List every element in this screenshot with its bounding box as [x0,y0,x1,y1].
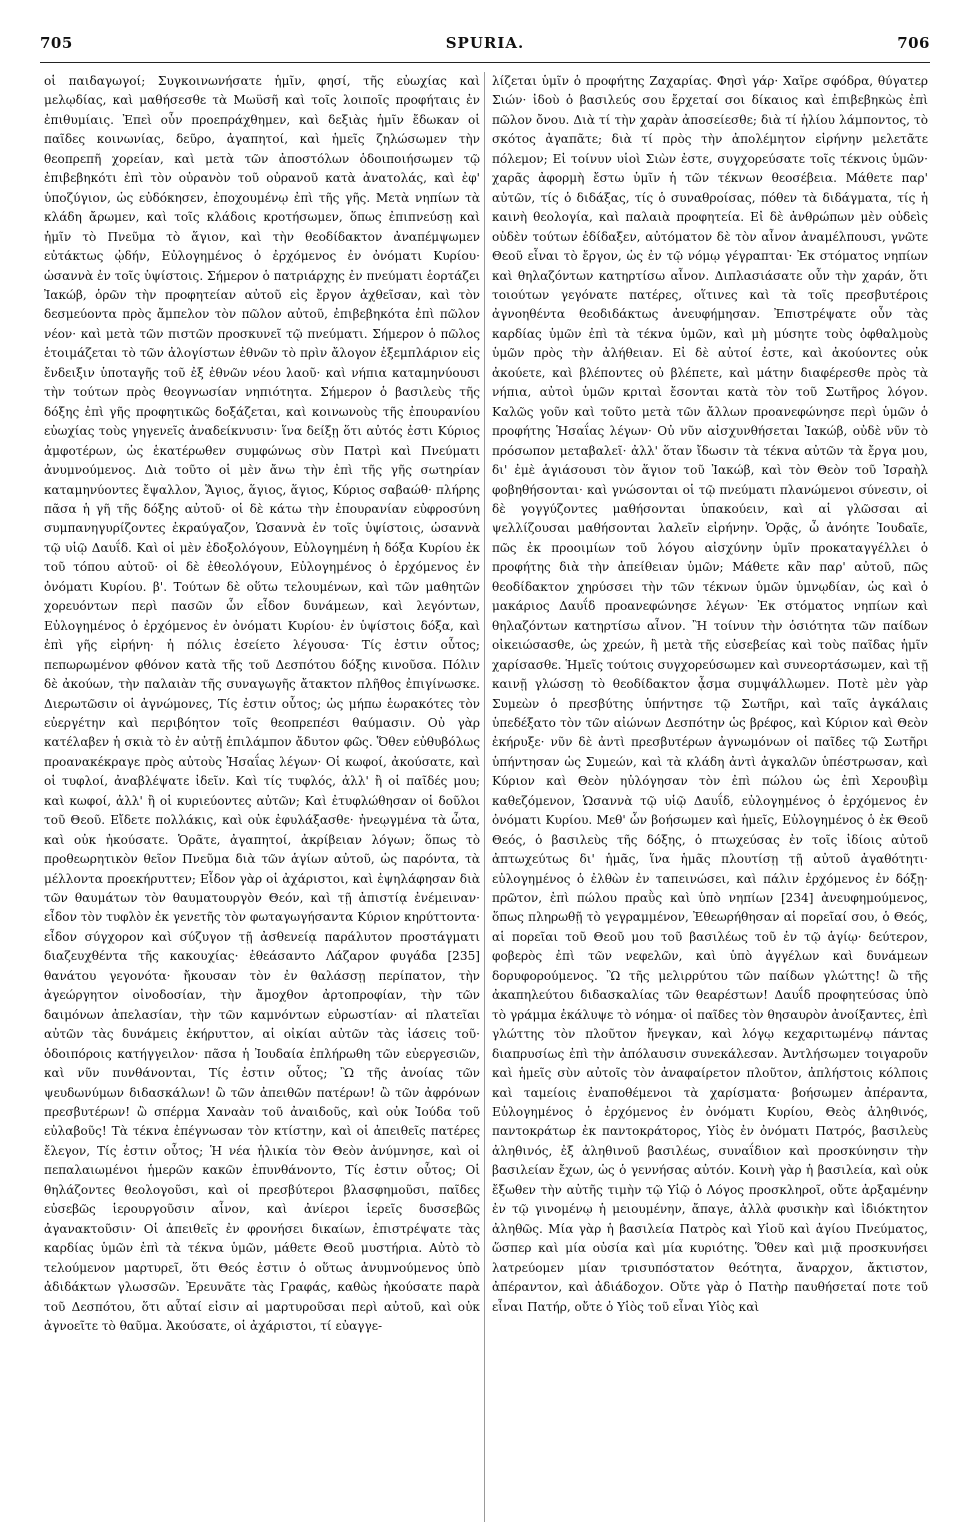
text-column-right [492,72,928,1522]
column-text: οἱ παιδαγωγοί; Συγκοινωνήσατε ἡμῖν, φησί, τῆς εὐωχίας καὶ μελῳδίας, καὶ μαθήσεσθε τὰ Μωϋσῆ καὶ τοῖς λοιποῖς προφήταις ἐν ἐπιθυμίαις. Ἐπεὶ οὖν προεπράχθημεν, καὶ δεξιὰς ἡμῖν ἔδωκαν οἱ παῖδες κοινωνίας, δεῦρο, ἀγαπητοί, καὶ ἡμεῖς ζηλώσωμεν τὴν θεοπρεπῆ χορείαν, καὶ μετὰ τῶν ἀποστόλων ὁδοιποιήσωμεν τῷ ἐπιβεβηκότι ἐπὶ τὸν οὐρανὸν τοῦ οὐρανοῦ κατὰ ἀνατολάς, καὶ ἐφ' ὑποζύγιον, ὡς εὐδόκησεν, ἐποχουμένῳ ἐπὶ τῆς γῆς. Μετὰ νηπίων τὰ κλάδη ἄρωμεν, καὶ τοῖς κλάδοις κροτήσωμεν, ὅπως ἐπιπνεύσῃ καὶ ἡμῖν τὸ Πνεῦμα τὸ ἅγιον, καὶ τὴν θεοδίδακτον ἀναπέμψωμεν εὐτάκτως ᾠδήν, Εὐλογημένος ὁ ἐρχόμενος ἐν ὀνόματι Κυρίου· ὡσαννὰ ἐν τοῖς ὑψίστοις. Σήμερον ὁ πατριάρχης ἐν πνεύματι ἑορτάζει Ἰακώβ, ὁρῶν τὴν προφητείαν αὐτοῦ εἰς ἔργον ἀχθεῖσαν, καὶ τὸν δεσμεύοντα πρὸς ἄμπελον τὸν πῶλον αὐτοῦ, ἐπιβεβηκότα ἐπὶ πῶλον νέον· καὶ μετὰ τῶν πιστῶν προσκυνεῖ τῷ πνεύματι. Σήμερον ὁ πῶλος ἑτοιμάζεται τὸ τῶν ἀλογίστων ἐθνῶν τὸ πρὶν ἄλογον ἐξεμπλάριον εἰς ἔνδειξιν ὑποταγῆς τοῦ ἐξ ἐθνῶν νέου λαοῦ· καὶ νήπια καταμηνύουσι τὴν τούτων πρὸς θεογνωσίαν νηπιότητα. Σήμερον ὁ βασιλεὺς τῆς δόξης ἐπὶ γῆς προφητικῶς δοξάζεται, καὶ κοινωνοὺς τῆς ἐπουρανίου εὐωχίας τοὺς γηγενεῖς ἀναδείκνυσιν· ἵνα δείξῃ ὅτι αὐτός ἐστι Κύριος ἀμφοτέρων, ὡς ἑκατέρωθεν συμφώνως σὺν Πατρὶ καὶ Πνεύματι ἀνυμνούμενος. Διὰ τοῦτο οἱ μὲν ἄνω τὴν ἐπὶ τῆς γῆς σωτηρίαν καταμηνύοντες ἔψαλλον, Ἅγιος, ἅγιος, ἅγιος, Κύριος σαβαώθ· πλήρης πᾶσα ἡ γῆ τῆς δόξης αὐτοῦ· οἱ δὲ κάτω τὴν ἐπουρανίαν εὐφροσύνη συμπανηγυρίζοντες ἐκραύγαζον, Ὡσαννὰ ἐν τοῖς ὑψίστοις, ὡσαννὰ τῷ υἱῷ Δαυΐδ. Καὶ οἱ μὲν ἐδοξολόγουν, Εὐλογημένη ἡ δόξα Κυρίου ἐκ τοῦ τόπου αὐτοῦ· οἱ δὲ ἐθεολόγουν, Εὐλογημένος ὁ ἐρχόμενος ἐν ὀνόματι Κυρίου. β'. Τούτων δὲ οὕτω τελουμένων, καὶ τῶν μαθητῶν χορευόντων περὶ πασῶν ὧν εἶδον δυνάμεων, καὶ λεγόντων, Εὐλογημένος ὁ ἐρχόμενος ἐν ὀνόματι Κυρίου· ἐν ὑψίστοις δόξα, καὶ ἐπὶ γῆς εἰρήνη· ἡ πόλις ἐσείετο λέγουσα· Τίς ἐστιν οὗτος; πεπωρωμένον φθόνον κατὰ τῆς τοῦ Δεσπότου δόξης κινοῦσα. Πόλιν δὲ ἀκούων, τὴν παλαιὰν τῆς συναγωγῆς ἄτακτον πλῆθος ἐπιγίνωσκε. Διερωτῶσιν οἱ ἀγνώμονες, Τίς ἐστιν οὗτος; ὡς μήπω ἑωρακότες τὸν εὐεργέτην καὶ περιβόητον τοῖς θεοπρεπέσι θαύμασιν. Οὐ γὰρ κατέλαβεν ἡ σκιὰ τὸ ἐν αὐτῇ ἐπιλάμπον ἄδυτον φῶς. Ὅθεν εὐθυβόλως προανακέκραγε πρὸς αὐτοὺς Ἡσαΐας λέγων· Οἱ κωφοί, ἀκούσατε, καὶ οἱ τυφλοί, ἀναβλέψατε ἰδεῖν. Καὶ τίς τυφλός, ἀλλ' ἢ οἱ παῖδές μου; καὶ κωφοί, ἀλλ' ἢ οἱ κυριεύοντες αὐτῶν; Καὶ ἐτυφλώθησαν οἱ δοῦλοι τοῦ Θεοῦ. Εἴδετε πολλάκις, καὶ οὐκ ἐφυλάξασθε· ἠνεῳγμένα τὰ ὦτα, καὶ οὐκ ἠκούσατε. Ὁρᾶτε, ἀγαπητοί, ἀκρίβειαν λόγων; ὅπως τὸ προθεωρητικὸν θεῖον Πνεῦμα διὰ τῶν ἁγίων αὐτοῦ, ὡς παρόντα, τὰ μέλλοντα προεκήρυττεν; Εἶδον γὰρ οἱ ἀχάριστοι, καὶ ἐψηλάφησαν διὰ τῶν θαυμάτων τὸν θαυματουργὸν Θεόν, καὶ τῇ ἀπιστίᾳ ἐνέμειναν· εἶδον τὸν τυφλὸν ἐκ γενετῆς τὸν φωταγωγήσαντα Κύριον κηρύττοντα· εἶδον σύγχορον καὶ σύζυγον τῇ ἀσθενείᾳ παράλυτον προστάγματι διαζευχθέντα τῆς κακουχίας· ἐθεάσαντο Λάζαρον φυγάδα [235] θανάτου γεγονότα· ἤκουσαν τὸν ἐν θαλάσσῃ περίπατον, τὴν ἀγεώργητον οἰνοδοσίαν, τὴν ἄμοχθον ἀρτοπροφίαν, τὴν τῶν δαιμόνων ἀπελασίαν, τὴν τῶν καμνόντων εὐρωστίαν· αἱ πλατεῖαι αὐτῶν τὰς δυνάμεις ἐκήρυττον, αἱ οἰκίαι αὐτῶν τὰς ἰάσεις τοῦ· ὁδοιπόροις κατήγγειλον· πᾶσα ἡ Ἰουδαία ἐπλήρωθη τῶν εὐεργεσιῶν, καὶ νῦν πυνθάνονται, Τίς ἐστιν οὗτος; Ὢ τῆς ἀνοίας τῶν ψευδωνύμων διδασκάλων! ὢ τῶν ἀπειθῶν πατέρων! ὢ τῶν ἀφρόνων πρεσβυτέρων! ὢ σπέρμα Χαναὰν τοῦ ἀναιδοῦς, καὶ οὐκ Ἰούδα τοῦ εὐλαβοῦς! Τὰ τέκνα ἐπέγνωσαν τὸν κτίστην, καὶ οἱ ἀπειθεῖς πατέρες ἔλεγον, Τίς ἐστιν οὗτος; Ἡ νέα ἡλικία τὸν Θεὸν ἀνύμνησε, καὶ οἱ πεπαλαιωμένοι ἡμερῶν κακῶν ἐπυνθάνοντο, Τίς ἐστιν οὗτος; Οἱ θηλάζοντες θεολογοῦσι, καὶ οἱ πρεσβύτεροι βλασφημοῦσι, παῖδες εὐσεβῶς ἱερουργοῦσιν αἶνον, καὶ ἀνίεροι ἱερεῖς δυσσεβῶς ἀγανακτοῦσιν· Οἱ ἀπειθεῖς ἐν φρονήσει δικαίων, ἐπιστρέψατε τὰς καρδίας ὑμῶν ἐπὶ τὰ τέκνα ὑμῶν, μάθετε Θεοῦ μυστήρια. Αὐτὸ τὸ τελούμενον μαρτυρεῖ, ὅτι Θεός ἐστιν ὁ οὕτως ἀνυμνούμενος ὑπὸ ἀδιδάκτων γλωσσῶν. Ἐρευνᾶτε τὰς Γραφάς, καθὼς ἠκούσατε παρὰ τοῦ Δεσπότου, ὅτι αὗταί εἰσιν αἱ μαρτυροῦσαι περὶ αὐτοῦ, καὶ οὐκ ἀγνοεῖτε τὸ θαῦμα. Ἀκούσατε, οἱ ἀχάριστοι, τί εὐαγγε- [44,74,480,1333]
page-number-left: 705 [40,34,73,52]
column-text: λίζεται ὑμῖν ὁ προφήτης Ζαχαρίας. Φησὶ γάρ· Χαῖρε σφόδρα, θύγατερ Σιών· ἰδοὺ ὁ βασιλεύς σου ἔρχεταί σοι δίκαιος καὶ ἐπιβεβηκὼς ἐπὶ πῶλον ὄνου. Διὰ τί τὴν χαρὰν ἀποσείεσθε; διὰ τί ἡλίου λάμποντος, τὸ σκότος ἀγαπᾶτε; διὰ τί πρὸς τὴν ἀπολέμητον εἰρήνην μελετᾶτε πόλεμον; Εἰ τοίνυν υἱοὶ Σιὼν ἐστε, συγχορεύσατε τοῖς τέκνοις ὑμῶν· χαρᾶς ἀφορμὴ ἔστω ὑμῖν ἡ τῶν τέκνων θεοσέβεια. Μάθετε παρ' αὐτῶν, τίς ὁ διδάξας, τίς ὁ συναθροίσας, πόθεν τὰ διδάγματα, τίς ἡ καινὴ θεολογία, καὶ παλαιὰ προφητεία. Εἰ δὲ ἀνθρώπων μὲν οὐδεὶς οὐδὲν τούτων ἐδίδαξεν, αὐτόματον δὲ τὸν αἶνον ἀναμέλπουσι, γνῶτε Θεοῦ εἶναι τὸ ἔργον, ὡς ἐν τῷ νόμῳ γέγραπται· Ἐκ στόματος νηπίων καὶ θηλαζόντων κατηρτίσω αἶνον. Διπλασιάσατε οὖν τὴν χαράν, ὅτι τοιούτων γεγόνατε πατέρες, οἵτινες καὶ τὰ τοῖς πρεσβυτέροις ἀγνοηθέντα θεοδιδάκτως ἀνευφήμησαν. Ἐπιστρέψατε οὖν τὰς καρδίας ὑμῶν ἐπὶ τὰ τέκνα ὑμῶν, καὶ μὴ μύσητε τοὺς ὀφθαλμοὺς ὑμῶν πρὸς τὴν ἀλήθειαν. Εἰ δὲ αὐτοί ἐστε, καὶ ἀκούοντες οὐκ ἀκούετε, καὶ βλέποντες οὐ βλέπετε, καὶ μάτην διαφέρεσθε πρὸς τὰ νήπια, αὐτοὶ ὑμῶν κριταὶ ἔσονται κατὰ τὸν τοῦ Σωτῆρος λόγον. Καλῶς γοῦν καὶ τοῦτο μετὰ τῶν ἄλλων προανεφώνησε περὶ ὑμῶν ὁ προφήτης Ἡσαΐας λέγων· Οὐ νῦν αἰσχυνθήσεται Ἰακώβ, οὐδὲ νῦν τὸ πρόσωπον μεταβαλεῖ· ἀλλ' ὅταν ἴδωσιν τὰ τέκνα αὐτῶν τὰ ἔργα μου, δι' ἐμὲ ἁγιάσουσι τὸν ἅγιον τοῦ Ἰακώβ, καὶ τὸν Θεὸν τοῦ Ἰσραὴλ φοβηθήσονται· καὶ γνώσονται οἱ τῷ πνεύματι πλανώμενοι σύνεσιν, οἱ δὲ γογγύζοντες μαθήσονται ὑπακούειν, καὶ αἱ γλῶσσαι αἱ ψελλίζουσαι μαθήσονται λαλεῖν εἰρήνην. Ὁρᾷς, ὦ ἀνόητε Ἰουδαῖε, πῶς ἐκ προοιμίων τοῦ λόγου αἰσχύνην ὑμῖν προκαταγγέλλει ὁ προφήτης διὰ τὴν ἀπείθειαν ὑμῶν; Μάθετε κἂν παρ' αὐτοῦ, πῶς θεοδίδακτον χηρύσσει τὴν τῶν τέκνων ὑμῶν ὑμνῳδίαν, ὡς καὶ ὁ μακάριος Δαυΐδ προανεφώνησε λέγων· Ἐκ στόματος νηπίων καὶ θηλαζόντων κατηρτίσω αἶνον. Ἢ τοίνυν τὴν ὁσιότητα τῶν παίδων οἰκειώσασθε, ὡς χρεών, ἢ μετὰ τῆς εὐσεβείας καὶ τοὺς παῖδας ἡμῖν χαρίσασθε. Ἡμεῖς τούτοις συγχορεύσωμεν καὶ συνεορτάσωμεν, καὶ τῇ καινῇ γλώσσῃ τὸ θεοδίδακτον ᾆσμα συμψάλλωμεν. Ποτὲ μὲν γὰρ Συμεὼν ὁ πρεσβύτης ὑπήντησε τῷ Σωτῆρι, καὶ ταῖς ἀγκάλαις ὑπεδέξατο τὸν τῶν αἰώνων Δεσπότην ὡς βρέφος, καὶ Κύριον καὶ Θεὸν ἐκήρυξε· νῦν δὲ ἀντὶ πρεσβυτέρων ἀγνωμόνων οἱ παῖδες τῷ Σωτῆρι ὑπήντησαν ὡς Συμεών, καὶ τὰ κλάδη ἀντὶ ἀγκαλῶν ὑπέστρωσαν, καὶ Κύριον καὶ Θεὸν ηὐλόγησαν τὸν ἐπὶ πώλου ὡς ἐπὶ Χερουβὶμ καθεζόμενον, Ὡσαννὰ τῷ υἱῷ Δαυΐδ, εὐλογημένος ὁ ἐρχόμενος ἐν ὀνόματι Κυρίου. Μεθ' ὧν βοήσωμεν καὶ ἡμεῖς, Εὐλογημένος ὁ ἐκ Θεοῦ Θεός, ὁ βασιλεὺς τῆς δόξης, ὁ πτωχεύσας ἐν τοῖς ἰδίοις αὐτοῦ ἀπτωχεύτως δι' ἡμᾶς, ἵνα ἡμᾶς πλουτίσῃ τῇ αὐτοῦ ἀγαθότητι· εὐλογημένος ὁ ἐλθὼν ἐν ταπεινώσει, καὶ πάλιν ἐρχόμενος ἐν δόξῃ· πρῶτον, ἐπὶ πώλου πραῢς καὶ ὑπὸ νηπίων [234] ἀνευφημούμενος, ὅπως πληρωθῇ τὸ γεγραμμένον, Ἐθεωρήθησαν αἱ πορεῖαί σου, ὁ Θεός, αἱ πορεῖαι τοῦ Θεοῦ μου τοῦ βασιλέως τοῦ ἐν τῷ ἁγίῳ· δεύτερον, φοβερὸς ἐπὶ τῶν νεφελῶν, καὶ ὑπὸ ἀγγέλων καὶ δυνάμεων δορυφορούμενος. Ὢ τῆς μελιρρύτου τῶν παίδων γλώττης! ὢ τῆς ἀκαπηλεύτου διδασκαλίας τῶν θεαρέστων! Δαυΐδ προφητεύσας ὑπὸ τὸ γράμμα ἐκάλυψε τὸ νόημα· οἱ παῖδες τὸν θησαυρὸν ἀνοίξαντες, ἐπὶ γλώττης τὸν πλοῦτον ἤνεγκαν, καὶ λόγῳ κεχαριτωμένῳ πάντας διαπρυσίως ἐπὶ τὴν ἀπόλαυσιν συνεκάλεσαν. Ἀντλήσωμεν τοιγαροῦν καὶ ἡμεῖς σὺν αὐτοῖς τὸν ἀναφαίρετον πλοῦτον, ἀπλήστοις κόλποις καὶ ταμείοις ἐναποθέμενοι τὰ χαρίσματα· βοήσωμεν ἀπέραντα, Εὐλογημένος ὁ ἐρχόμενος ἐν ὀνόματι Κυρίου, Θεὸς ἀληθινός, παντοκράτωρ ἐκ παντοκράτορος, Υἱὸς ἐν ὀνόματι Πατρός, βασιλεὺς ἀληθινός, ἐξ ἀληθινοῦ βασιλέως, συναΐδιον καὶ προσκύνησιν τὴν βασιλείαν ἔχων, ὡς ὁ γεννήσας αὐτόν. Κοινὴ γὰρ ἡ βασιλεία, καὶ οὐκ ἔξωθεν τὴν αὐτῆς τιμὴν τῷ Υἱῷ ὁ Λόγος προσκληροῖ, οὔτε ἀρξαμένην ἐν τῷ γινομένῳ ἡ μειουμένην, ἄπαγε, ἀλλὰ φυσικὴν καὶ ἰδιόκτητον ἀληθῶς. Μία γὰρ ἡ βασιλεία Πατρὸς καὶ Υἱοῦ καὶ ἁγίου Πνεύματος, ὥσπερ καὶ μία οὐσία καὶ μία κυριότης. Ὅθεν καὶ μιᾷ προσκυνήσει λατρεύομεν μίαν τρισυπόστατον θεότητα, ἄναρχον, ἄκτιστον, ἀπέραντον, καὶ ἀδιάδοχον. Οὔτε γὰρ ὁ Πατὴρ παυθήσεταί ποτε τοῦ εἶναι Πατήρ, οὔτε ὁ Υἱὸς τοῦ εἶναι Υἱὸς καὶ [492,74,928,1314]
page-header [40,34,930,63]
page-number-right: 706 [897,34,930,52]
column-divider [484,72,485,1522]
running-title: SPURIA. [445,34,525,52]
text-column-left [44,72,480,1522]
